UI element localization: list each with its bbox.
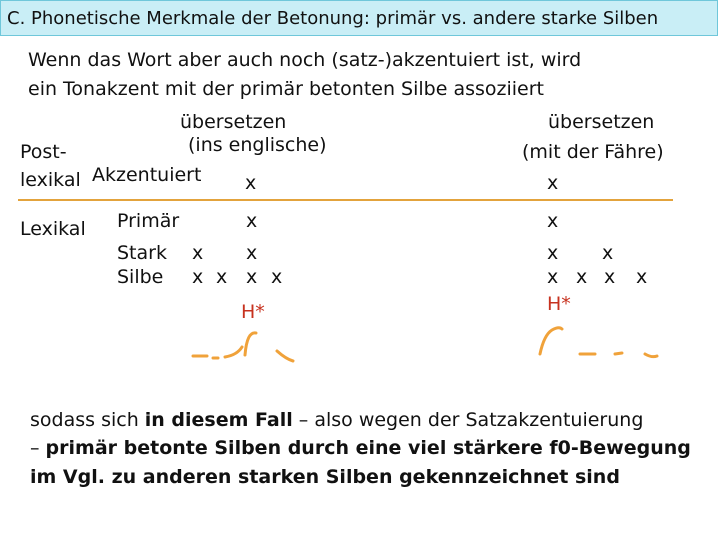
grid-mark: x bbox=[547, 266, 559, 288]
right-word-gloss: (mit der Fähre) bbox=[522, 141, 664, 163]
row-label-akzentuiert: Akzentuiert bbox=[92, 164, 202, 186]
grid-mark: x bbox=[602, 242, 614, 264]
conclusion-line-2: – primär betonte Silben durch eine viel stärkere f0-Bewegung bbox=[30, 437, 691, 459]
intro-line-1: Wenn das Wort aber auch noch (satz-)akzentuiert ist, wird bbox=[28, 49, 582, 71]
grid-mark: x bbox=[576, 266, 588, 288]
accent-mark-right: x bbox=[547, 172, 559, 194]
grid-mark: x bbox=[547, 210, 559, 232]
row-label-lexikal: Lexikal bbox=[20, 218, 86, 240]
f0-contour-left bbox=[190, 325, 300, 370]
f0-contour-right bbox=[535, 320, 665, 365]
conclusion-line-3: im Vgl. zu anderen starken Silben gekennzeichnet sind bbox=[30, 466, 620, 488]
row-label-post: Post- bbox=[20, 141, 67, 163]
level-label-stark: Stark bbox=[117, 242, 167, 264]
grid-mark: x bbox=[547, 242, 559, 264]
left-word-gloss: (ins englische) bbox=[188, 134, 327, 156]
separator-line bbox=[18, 199, 673, 201]
grid-mark: x bbox=[192, 266, 204, 288]
row-label-postlexikal: lexikal bbox=[20, 169, 81, 191]
title-bar bbox=[0, 0, 718, 36]
intro-line-2: ein Tonakzent mit der primär betonten Silbe assoziiert bbox=[28, 78, 545, 100]
grid-mark: x bbox=[216, 266, 228, 288]
level-label-primaer: Primär bbox=[117, 210, 180, 232]
slide-title: C. Phonetische Merkmale der Betonung: primär vs. andere starke Silben bbox=[7, 8, 659, 29]
grid-mark: x bbox=[604, 266, 616, 288]
conclusion-line-1: sodass sich in diesem Fall – also wegen der Satzakzentuierung bbox=[30, 409, 644, 431]
grid-mark: x bbox=[636, 266, 648, 288]
grid-mark: x bbox=[246, 242, 258, 264]
grid-mark: x bbox=[246, 266, 258, 288]
grid-mark: x bbox=[192, 242, 204, 264]
pitch-accent-right: H* bbox=[547, 293, 571, 315]
left-word: übersetzen bbox=[180, 111, 287, 133]
grid-mark: x bbox=[271, 266, 283, 288]
grid-mark: x bbox=[246, 210, 258, 232]
accent-mark-left: x bbox=[245, 172, 257, 194]
pitch-accent-left: H* bbox=[241, 301, 265, 323]
level-label-silbe: Silbe bbox=[117, 266, 164, 288]
right-word: übersetzen bbox=[548, 111, 655, 133]
